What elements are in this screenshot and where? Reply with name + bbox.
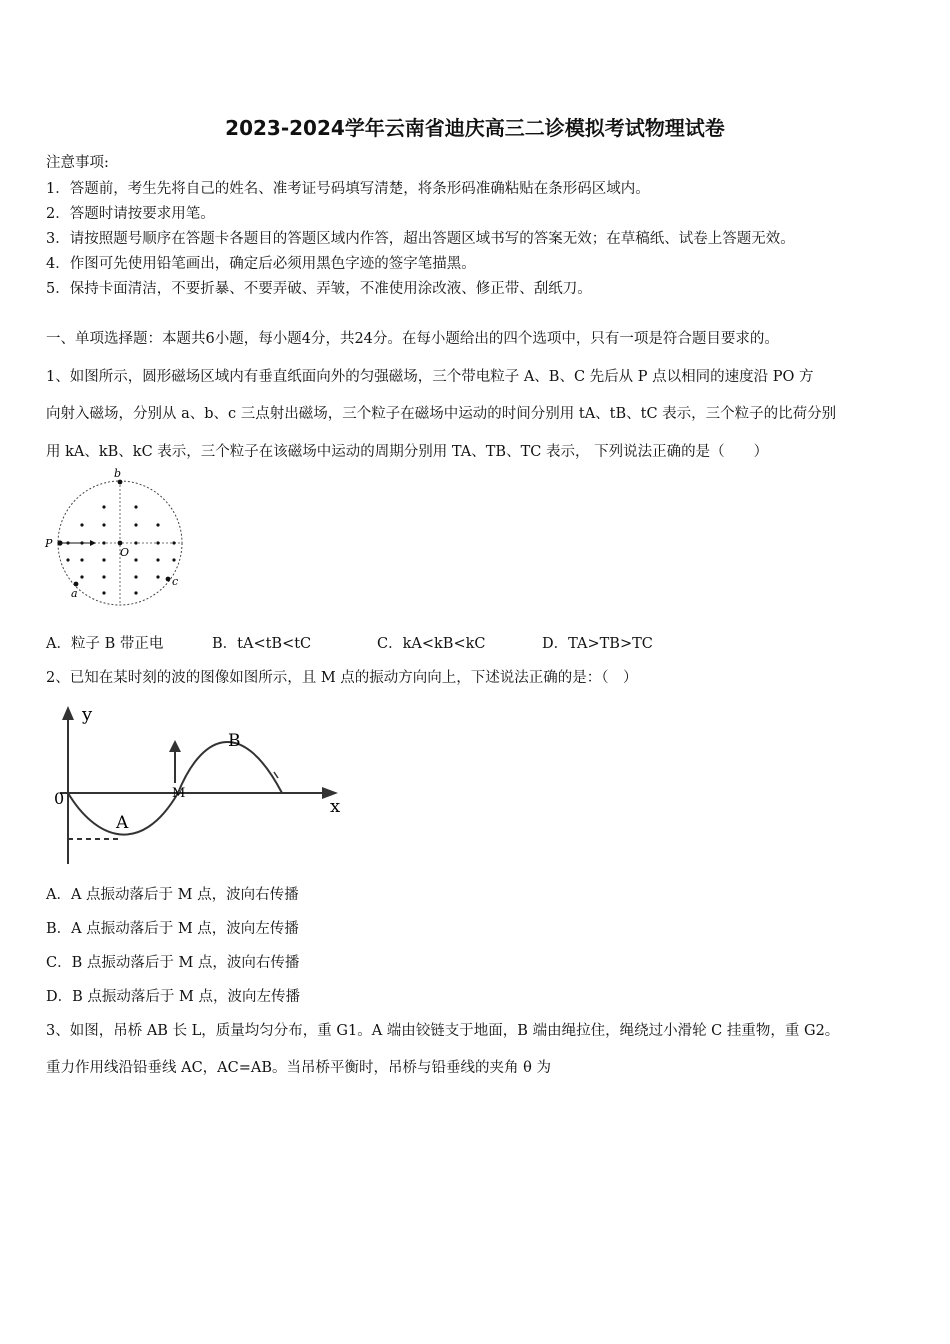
note-item-2: 2．答题时请按要求用笔。 <box>46 206 215 222</box>
q1-stem-line1: 1、如图所示，圆形磁场区域内有垂直纸面向外的匀强磁场，三个带电粒子 A、B、C 先后从 P 点以相同的速度沿 PO 方 <box>46 369 814 385</box>
q1-option-b[interactable]: B．tA<tB<tC <box>212 636 312 652</box>
label-O: O <box>120 546 130 559</box>
q2-option-a[interactable]: A．A 点振动落后于 M 点，波向右传播 <box>46 887 299 903</box>
note-item-1: 1．答题前，考生先将自己的姓名、准考证号码填写清楚，将条形码准确粘贴在条形码区域内。 <box>46 181 650 197</box>
label-A: A <box>116 813 129 833</box>
q2-wave-figure <box>50 698 350 870</box>
q1-option-a[interactable]: A．粒子 B 带正电 <box>46 636 164 652</box>
point-c <box>166 577 171 582</box>
q1-stem-line3: 用 kA、kB、kC 表示，三个粒子在该磁场中运动的周期分别用 TA、TB、TC 表示， 下列说法正确的是（ ） <box>46 444 769 460</box>
label-M: M <box>172 786 186 801</box>
axis-label-y: y <box>82 704 93 725</box>
q2-option-d[interactable]: D．B 点振动落后于 M 点，波向左传播 <box>46 989 300 1005</box>
q2-option-b[interactable]: B．A 点振动落后于 M 点，波向左传播 <box>46 921 299 937</box>
q1-option-c[interactable]: C．kA<kB<kC <box>377 636 486 652</box>
q1-magnetic-field-figure <box>40 465 200 610</box>
q2-stem: 2、已知在某时刻的波的图像如图所示，且 M 点的振动方向向上，下述说法正确的是：（ ） <box>46 670 638 686</box>
q2-option-c[interactable]: C．B 点振动落后于 M 点，波向右传播 <box>46 955 300 971</box>
page-title: 2023-2024学年云南省迪庆高三二诊模拟考试物理试卷 <box>225 116 725 140</box>
q1-option-d[interactable]: D．TA>TB>TC <box>542 636 653 652</box>
point-P <box>57 540 62 545</box>
q1-stem-line2: 向射入磁场，分别从 a、b、c 三点射出磁场，三个粒子在磁场中运动的时间分别用 tA、tB、tC 表示，三个粒子的比荷分别 <box>46 406 837 422</box>
point-b <box>118 480 123 485</box>
note-item-3: 3．请按照题号顺序在答题卡各题目的答题区域内作答，超出答题区域书写的答案无效；在草稿纸、试卷上答题无效。 <box>46 231 795 247</box>
note-item-4: 4．作图可先使用铅笔画出，确定后必须用黑色字迹的签字笔描黑。 <box>46 256 476 272</box>
label-a: a <box>71 587 78 600</box>
q3-stem-line2: 重力作用线沿铅垂线 AC，AC=AB。当吊桥平衡时，吊桥与铅垂线的夹角 θ 为 <box>46 1060 551 1076</box>
point-O <box>118 541 123 546</box>
label-P: P <box>45 537 53 550</box>
label-b: b <box>114 467 122 480</box>
point-a <box>74 582 79 587</box>
label-B: B <box>228 731 241 751</box>
origin-label: 0 <box>54 789 65 808</box>
axis-label-x: x <box>330 796 341 817</box>
label-c: c <box>172 575 179 588</box>
note-item-5: 5．保持卡面清洁，不要折暴、不要弄破、弄皱，不准使用涂改液、修正带、刮纸刀。 <box>46 281 592 297</box>
notes-heading: 注意事项: <box>46 155 109 171</box>
q3-stem-line1: 3、如图，吊桥 AB 长 L，质量均匀分布，重 G1。A 端由铰链支于地面，B 端由绳拉住，绳绕过小滑轮 C 挂重物，重 G2。 <box>46 1023 840 1039</box>
section-heading: 一、单项选择题：本题共6小题，每小题4分，共24分。在每小题给出的四个选项中，只有一项是符合题目要求的。 <box>46 331 779 347</box>
